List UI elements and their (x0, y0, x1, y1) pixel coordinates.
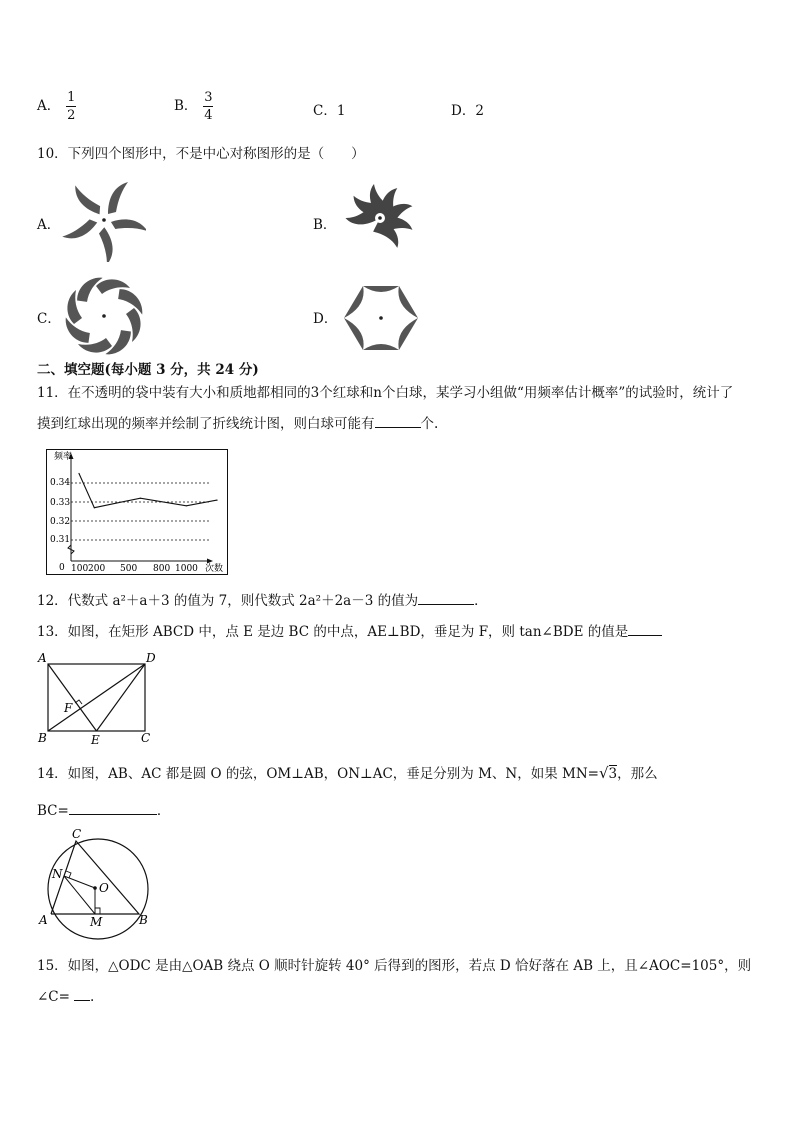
center-o-point (93, 886, 97, 890)
q13-question: 13．如图，在矩形 ABCD 中，点 E 是边 BC 的中点，AE⊥BD，垂足为 F，则 tan∠BDE 的值是 (37, 623, 662, 641)
q11-line-2: 摸到红球出现的频率并绘制了折线统计图，则白球可能有 个. (37, 416, 439, 432)
label-c: C (72, 827, 82, 841)
x-tick-1: 100 (71, 564, 89, 574)
data-point-2 (140, 498, 141, 499)
q13-answer-blank[interactable] (628, 635, 662, 636)
q10-option-a-label: A． (37, 217, 61, 233)
segment-bd (48, 664, 145, 731)
label-m: M (90, 915, 103, 929)
section-2-heading: 二、填空题(每小题 3 分，共 24 分) (37, 362, 259, 378)
q11-line-1: 11．在不透明的袋中装有大小和质地都相同的3个红球和n个白球，某学习小组做“用频率估计概率”的试验时，统计了 (37, 385, 734, 401)
q10-figure-a (62, 178, 146, 262)
label-e: E (91, 733, 100, 747)
q15-line-2: ∠C= . (37, 989, 95, 1005)
y-tick-0: 0.34 (50, 478, 71, 488)
q10-figure-c (62, 276, 146, 356)
q10-question: 10．下列四个图形中，不是中心对称图形的是（ ） (37, 146, 365, 162)
q12-question: 12．代数式 a²＋a＋3 的值为 7，则代数式 2a²＋2a－3 的值为 ． (37, 593, 488, 609)
right-angle-m (95, 908, 100, 914)
q9-option-c: C．1 (313, 103, 346, 119)
q9-option-a: A． $\frac{1}{2}$ (37, 90, 76, 123)
q14-circle-figure (34, 826, 156, 944)
label-f: F (64, 701, 73, 715)
q10-option-b-label: B． (313, 217, 337, 233)
x-tick-0: 0 (59, 563, 65, 573)
q15-line-1: 15．如图，△ODC 是由△OAB 绕点 O 顺时针旋转 40° 后得到的图形，若点 D 恰好落在 AB 上，且∠AOC=105°，则 (37, 958, 752, 974)
q10-figure-b (338, 180, 422, 256)
segment-ae (48, 664, 97, 731)
q11-line-chart (46, 449, 228, 575)
q10-option-c-label: C． (37, 311, 61, 327)
label-n: N (52, 867, 63, 881)
sqrt-symbol: √ (598, 764, 609, 782)
label-o: O (99, 881, 109, 895)
data-point-3 (186, 505, 187, 506)
y-tick-3: 0.31 (50, 535, 71, 545)
y-tick-1: 0.33 (50, 498, 71, 508)
q10-figure-d (340, 282, 422, 354)
label-b: B (38, 731, 47, 745)
label-a: A (38, 651, 47, 665)
q14-question: 14．如图，AB、AC 都是圆 O 的弦，OM⊥AB，ON⊥AC，垂足分别为 M、N，如果 MN=√3，那么 (37, 764, 658, 782)
label-a: A (39, 913, 48, 927)
q12-answer-blank[interactable] (418, 604, 474, 605)
label-d: D (146, 651, 156, 665)
x-tick-4: 800 (153, 564, 171, 574)
x-tick-5: 1000 (175, 564, 198, 574)
sqrt-radicand: 3 (608, 766, 618, 782)
q10-option-d-label: D． (313, 311, 338, 327)
data-point-1 (94, 507, 95, 508)
data-point-0 (78, 473, 79, 474)
x-tick-3: 500 (120, 564, 138, 574)
y-tick-2: 0.32 (50, 517, 71, 527)
q15-answer-blank[interactable] (74, 1000, 90, 1001)
q9-a-fraction: $\frac{1}{2}$ (67, 90, 76, 123)
x-axis-title: 次数 (205, 564, 224, 574)
q11-answer-blank[interactable] (375, 427, 421, 428)
q9-b-fraction: $\frac{3}{4}$ (204, 90, 213, 123)
segment-ed (97, 664, 146, 731)
label-b: B (139, 913, 148, 927)
q14-answer-blank[interactable] (69, 814, 157, 815)
label-c: C (141, 731, 151, 745)
q9-option-b: B． $\frac{3}{4}$ (174, 90, 213, 123)
y-axis-title: 频率 (54, 452, 73, 462)
q13-rectangle-figure (34, 648, 164, 748)
data-point-4 (216, 500, 217, 501)
q14-line-2: BC= ． (37, 803, 171, 819)
q9-option-d: D．2 (451, 103, 484, 119)
x-tick-2: 200 (88, 564, 106, 574)
